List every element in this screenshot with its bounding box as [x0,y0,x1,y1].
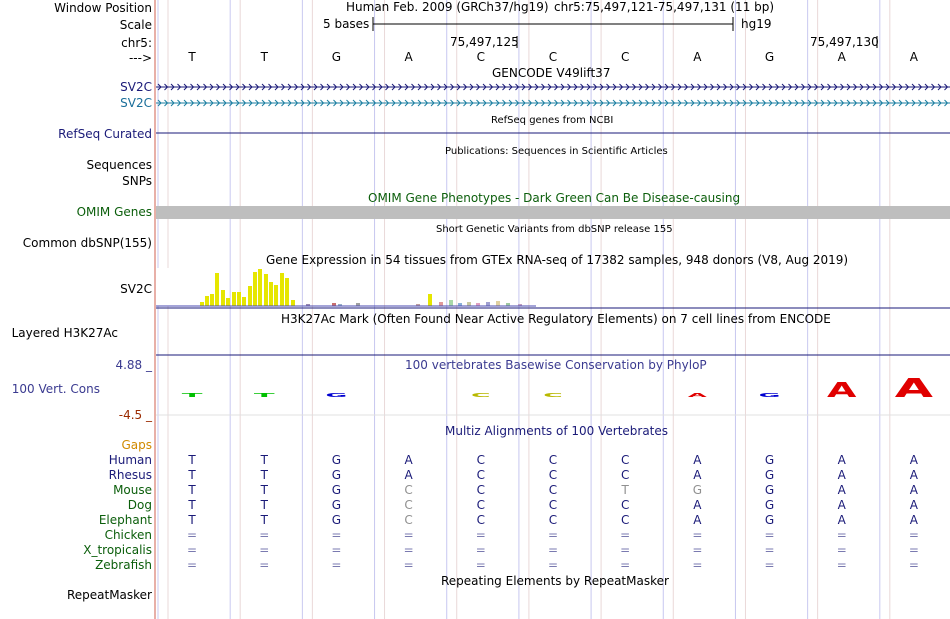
alignment-base: C [548,453,558,467]
alignment-base: T [260,483,268,497]
alignment-base: = [259,558,270,572]
alignment-base: C [476,468,485,482]
alignment-base: T [188,483,196,497]
alignment-base: = [475,543,486,557]
alignment-base: A [837,468,846,482]
reference-base: A [837,50,846,64]
dbsnp-track-title: Short Genetic Variants from dbSNP release 155 [436,224,673,235]
alignment-base: = [547,543,559,557]
window-position-text: chr5:75,497,121-75,497,131 (11 bp) [554,0,775,14]
alignment-base: A [693,468,702,482]
track-labels [0,0,154,619]
reference-base: T [260,50,268,64]
reference-base: T [188,50,196,64]
alignment-base: = [908,528,919,542]
alignment-base: A [909,468,919,482]
alignment-base: C [404,498,413,512]
alignment-base: = [692,528,703,542]
conservation-min-label: -4.5 _ [118,408,152,422]
chromosome-label: chr5: [121,36,152,50]
alignment-base: G [331,483,342,497]
alignment-base: T [260,468,268,482]
alignment-base: = [547,528,559,542]
reference-base: A [909,50,919,64]
alignment-base: = [620,543,631,557]
alignment-base: C [548,483,558,497]
multiz-track-title: Multiz Alignments of 100 Vertebrates [445,424,669,438]
alignment-base: = [836,558,847,572]
gtex-sv2c-label[interactable]: SV2C [120,282,152,296]
alignment-base: C [476,453,485,467]
alignment-base: = [259,528,270,542]
alignment-base: G [764,453,775,467]
alignment-base: T [188,453,196,467]
alignment-base: A [693,513,702,527]
reference-base: C [620,50,630,64]
species-label[interactable]: Mouse [113,483,152,497]
alignment-base: = [187,543,198,557]
conservation-glyph: A [827,379,857,403]
scale-label: Scale [119,18,152,32]
scale-db: hg19 [741,17,772,31]
gencode-sv2c-label-1[interactable]: SV2C [120,80,152,94]
alignment-base: = [620,558,631,572]
conservation-glyph: C [543,392,563,399]
conservation-track-title: 100 vertebrates Basewise Conservation by PhyloP [405,358,707,372]
alignment-base: = [764,543,775,557]
omim-track-title: OMIM Gene Phenotypes - Dark Green Can Be Disease-causing [368,191,741,205]
species-label[interactable]: Dog [127,498,152,512]
alignment-base: G [331,468,342,482]
refseq-curated-label[interactable]: RefSeq Curated [58,127,152,141]
strand-arrow-label: ---> [128,51,152,65]
alignment-base: A [404,453,413,467]
species-label[interactable]: Elephant [98,513,152,527]
alignment-base: = [620,528,631,542]
alignment-base: = [187,528,198,542]
alignment-base: G [764,483,775,497]
coordinate-tick-1: 75,497,125 [450,35,519,49]
alignment-base: A [837,483,846,497]
sequences-label[interactable]: Sequences [86,158,152,172]
window-position-label: Window Position [54,1,152,15]
alignment-base: = [547,558,559,572]
track-display [156,0,950,619]
conservation-glyph: G [325,392,348,399]
conservation-glyph: G [758,392,781,399]
alignment-base: A [909,498,919,512]
species-label[interactable]: Human [108,453,152,467]
conservation-glyph: C [471,392,491,399]
species-label[interactable]: X_tropicalis [83,543,152,557]
reference-base: A [693,50,702,64]
alignment-base: C [476,498,485,512]
alignment-base: C [620,453,630,467]
alignment-base: T [260,453,268,467]
gencode-track-title: GENCODE V49lift37 [492,66,611,80]
species-label[interactable]: Zebrafish [95,558,152,572]
alignment-base: = [403,558,414,572]
alignment-base: = [692,558,703,572]
omim-genes-label[interactable]: OMIM Genes [76,205,152,219]
alignment-base: = [908,558,919,572]
alignment-base: = [259,543,270,557]
alignment-base: = [331,558,342,572]
alignment-base: C [476,483,485,497]
conservation-glyph: A [687,392,707,399]
alignment-base: G [331,453,342,467]
alignment-base: T [260,513,268,527]
alignment-base: = [836,543,847,557]
alignment-base: A [837,513,846,527]
reference-base: C [476,50,485,64]
snps-label[interactable]: SNPs [122,174,152,188]
alignment-base: = [475,558,486,572]
reference-base: G [331,50,342,64]
alignment-base: C [620,468,630,482]
alignment-base: T [621,483,629,497]
species-label[interactable]: Rhesus [108,468,152,482]
conservation-label[interactable]: 100 Vert. Cons [11,382,100,396]
gencode-sv2c-label-2[interactable]: SV2C [120,96,152,110]
conservation-glyph: T [253,392,275,399]
alignment-base: = [692,543,703,557]
repeatmasker-label[interactable]: RepeatMasker [66,588,152,602]
alignment-base: A [909,513,919,527]
conservation-glyph: A [894,373,934,404]
reference-base: C [548,50,558,64]
species-label[interactable]: Chicken [104,528,152,542]
alignment-base: G [764,468,775,482]
alignment-base: T [188,498,196,512]
repeatmasker-track-title: Repeating Elements by RepeatMasker [441,574,669,588]
alignment-base: C [548,468,558,482]
alignment-base: C [548,498,558,512]
reference-base: A [404,50,413,64]
alignment-base: = [764,528,775,542]
alignment-base: = [764,558,775,572]
alignment-base: A [837,453,846,467]
conservation-max-label: 4.88 _ [115,358,152,372]
alignment-base: T [188,513,196,527]
alignment-base: G [764,513,775,527]
alignment-base: C [620,498,630,512]
gtex-track-title: Gene Expression in 54 tissues from GTEx RNA-seq of 17382 samples, 948 donors (V8, Aug 2019) [266,253,849,267]
alignment-base: A [404,468,413,482]
alignment-base: A [909,483,919,497]
alignment-base: = [331,528,342,542]
coordinate-tick-2: 75,497,130 [810,35,879,49]
h3k27ac-track-title: H3K27Ac Mark (Often Found Near Active Regulatory Elements) on 7 cell lines from ENCODE [281,312,831,326]
alignment-base: G [331,513,342,527]
refseq-track-title: RefSeq genes from NCBI [491,115,614,126]
alignment-base: A [837,498,846,512]
alignment-base: T [260,498,268,512]
alignment-base: A [693,453,702,467]
alignment-base: G [764,498,775,512]
alignment-base: C [620,513,630,527]
alignment-base: = [908,543,919,557]
alignment-base: A [909,453,919,467]
assembly-title: Human Feb. 2009 (GRCh37/hg19) [346,0,549,14]
alignment-base: T [188,468,196,482]
gaps-label: Gaps [121,438,152,452]
alignment-base: A [693,498,702,512]
conservation-glyph: T [181,392,203,399]
alignment-base: = [403,543,414,557]
alignment-base: = [331,543,342,557]
publications-track-title: Publications: Sequences in Scientific Articles [445,146,668,157]
alignment-base: = [836,528,847,542]
h3k27ac-label[interactable]: Layered H3K27Ac [11,326,118,340]
alignment-base: C [404,483,413,497]
alignment-base: = [403,528,414,542]
alignment-base: G [692,483,703,497]
alignment-base: = [187,558,198,572]
alignment-base: G [331,498,342,512]
dbsnp-label[interactable]: Common dbSNP(155) [22,236,152,250]
alignment-base: C [476,513,485,527]
alignment-base: C [548,513,558,527]
alignment-base: = [475,528,486,542]
reference-base: G [764,50,775,64]
alignment-base: C [404,513,413,527]
scale-text: 5 bases [323,17,370,31]
